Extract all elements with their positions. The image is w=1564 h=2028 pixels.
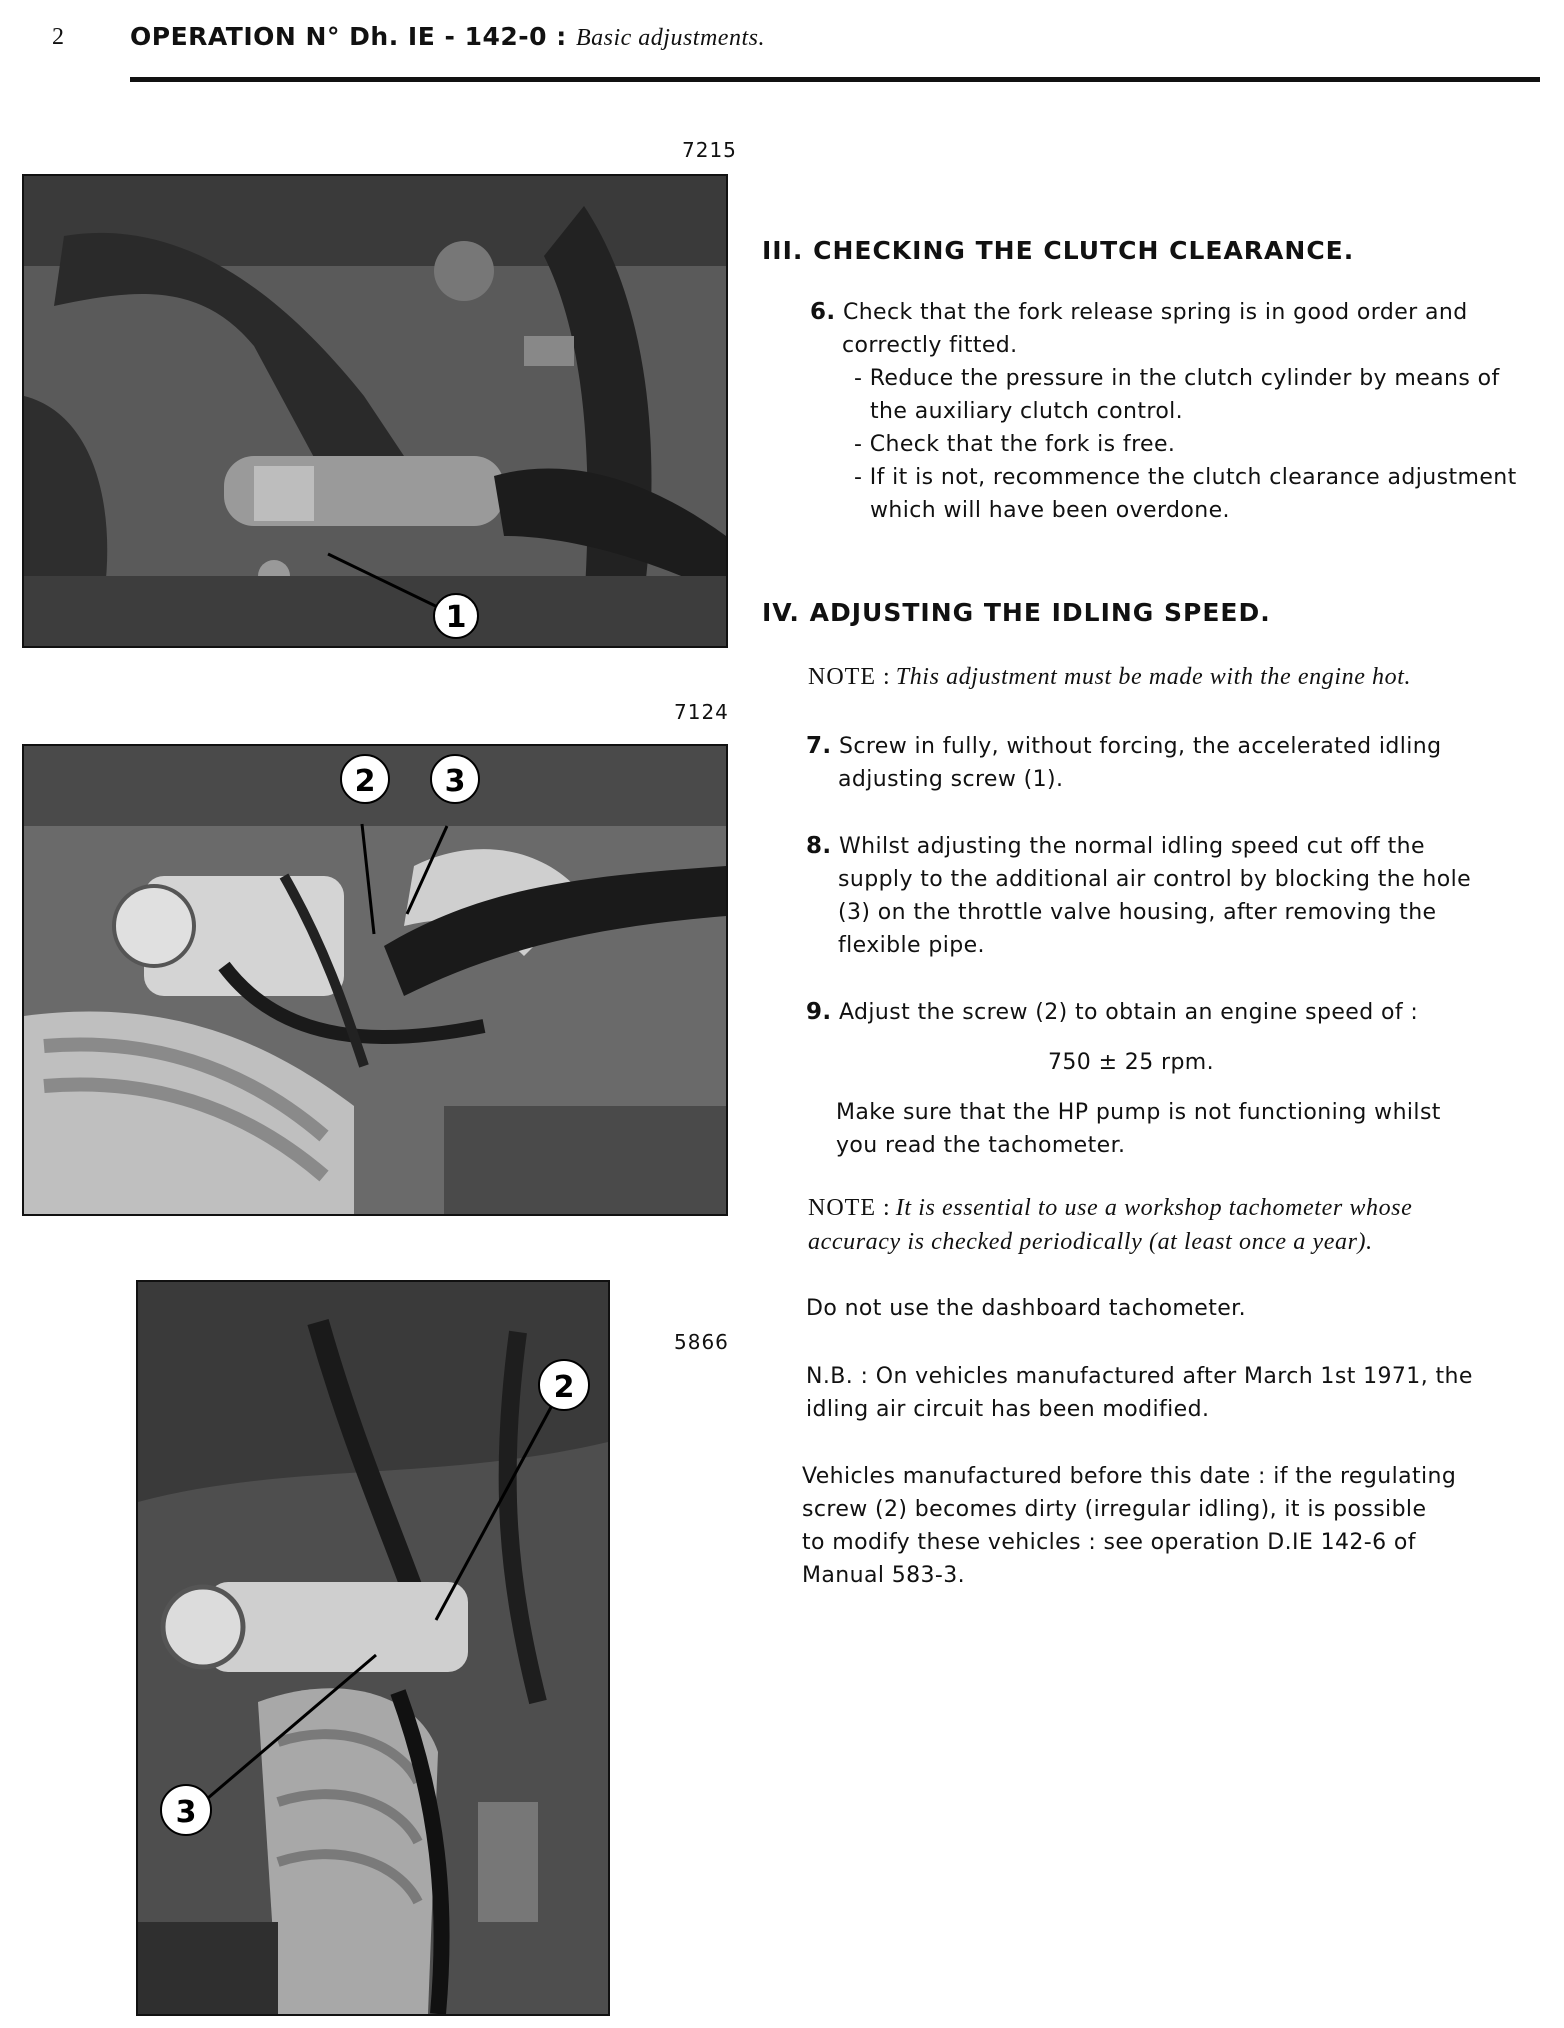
- note-1: [808, 664, 1411, 691]
- step-9-number: 9.: [806, 999, 832, 1025]
- nb-note: [806, 1360, 1546, 1426]
- step-6-line-1: [810, 296, 1550, 329]
- step-6-bullet-3: - If it is not, recommence the clutch clearance adjustment: [854, 465, 1517, 490]
- step-6-bullet-1-cont: the auxiliary clutch control.: [870, 399, 1184, 424]
- hp-pump-line-2: you read the tachometer.: [836, 1133, 1126, 1158]
- dashboard-warning: Do not use the dashboard tachometer.: [806, 1296, 1246, 1321]
- step-9-line: Adjust the screw (2) to obtain an engine speed of :: [838, 1000, 1419, 1025]
- callout-3-leader: [407, 826, 447, 914]
- vehicles-line-4: Manual 583-3.: [802, 1563, 966, 1588]
- step-8-number: 8.: [806, 833, 832, 859]
- step-8-line-2: supply to the additional air control by blocking the hole: [838, 867, 1472, 892]
- callout-1-leader: [328, 554, 452, 614]
- callout-2-leader: [362, 824, 374, 934]
- step-9: [806, 996, 1546, 1029]
- note-2: [808, 1192, 1548, 1259]
- callout-3-label: 3: [444, 764, 466, 799]
- callout-2-label: 2: [553, 1370, 575, 1405]
- operation-subtitle: Basic adjustments.: [575, 25, 765, 51]
- callout-3-leader: [208, 1655, 376, 1798]
- step-8-line-4: flexible pipe.: [838, 933, 985, 958]
- vehicles-line-1: Vehicles manufactured before this date : if the regulating: [802, 1464, 1457, 1489]
- engine-speed-value: 750 ± 25 rpm.: [1048, 1050, 1215, 1075]
- callout-2-leader: [436, 1398, 556, 1620]
- step-7-line-1: Screw in fully, without forcing, the accelerated idling: [838, 734, 1442, 759]
- figure-3-number: 5866: [674, 1330, 729, 1354]
- figure-2-callouts: [22, 744, 724, 1212]
- figure-3-callouts: [136, 1280, 606, 2012]
- figure-1-number: 7215: [682, 138, 737, 162]
- nb-line-1: N.B. : On vehicles manufactured after March 1st 1971, the: [806, 1364, 1473, 1389]
- step-7: [806, 730, 1546, 796]
- step-7-line-2: adjusting screw (1).: [838, 767, 1064, 792]
- callout-1-label: 1: [445, 600, 467, 635]
- step-6-bullet-3-cont: which will have been overdone.: [870, 498, 1230, 523]
- step-8: [806, 830, 1546, 962]
- note-1-label: NOTE :: [808, 664, 891, 690]
- vehicles-note: [802, 1460, 1542, 1592]
- step-6-text-1: Check that the fork release spring is in good order and: [842, 300, 1468, 325]
- step-6-bullet-1: - Reduce the pressure in the clutch cylinder by means of: [854, 366, 1500, 391]
- hp-pump-line-1: Make sure that the HP pump is not functioning whilst: [836, 1100, 1441, 1125]
- callout-3-label: 3: [175, 1795, 197, 1830]
- page-title: [130, 22, 765, 52]
- page-number: 2: [52, 24, 64, 50]
- section-4-heading: IV. ADJUSTING THE IDLING SPEED.: [762, 598, 1271, 627]
- step-6-bullet-2: - Check that the fork is free.: [854, 432, 1176, 457]
- figure-2-number: 7124: [674, 700, 729, 724]
- vehicles-line-3: to modify these vehicles : see operation D.IE 142-6 of: [802, 1530, 1416, 1555]
- step-8-line-3: (3) on the throttle valve housing, after removing the: [838, 900, 1437, 925]
- step-7-number: 7.: [806, 733, 832, 759]
- note-2-line-1: It is essential to use a workshop tachometer whose: [895, 1195, 1413, 1221]
- step-6-number: 6.: [810, 299, 836, 325]
- step-8-line-1: Whilst adjusting the normal idling speed cut off the: [838, 834, 1425, 859]
- hp-pump-note: [836, 1096, 1556, 1162]
- section-3-heading: III. CHECKING THE CLUTCH CLEARANCE.: [762, 236, 1355, 265]
- note-2-line-2: accuracy is checked periodically (at least once a year).: [808, 1229, 1373, 1255]
- vehicles-line-2: screw (2) becomes dirty (irregular idling), it is possible: [802, 1497, 1427, 1522]
- header-rule: [130, 77, 1540, 82]
- operation-title: OPERATION N° Dh. IE - 142-0 :: [130, 22, 567, 51]
- figure-1-callouts: [22, 174, 724, 644]
- callout-2-label: 2: [354, 764, 376, 799]
- step-6: [810, 296, 1550, 527]
- step-6-text-2: correctly fitted.: [842, 333, 1018, 358]
- note-1-text: This adjustment must be made with the engine hot.: [895, 664, 1412, 690]
- nb-line-2: idling air circuit has been modified.: [806, 1397, 1210, 1422]
- note-2-label: NOTE :: [808, 1195, 891, 1221]
